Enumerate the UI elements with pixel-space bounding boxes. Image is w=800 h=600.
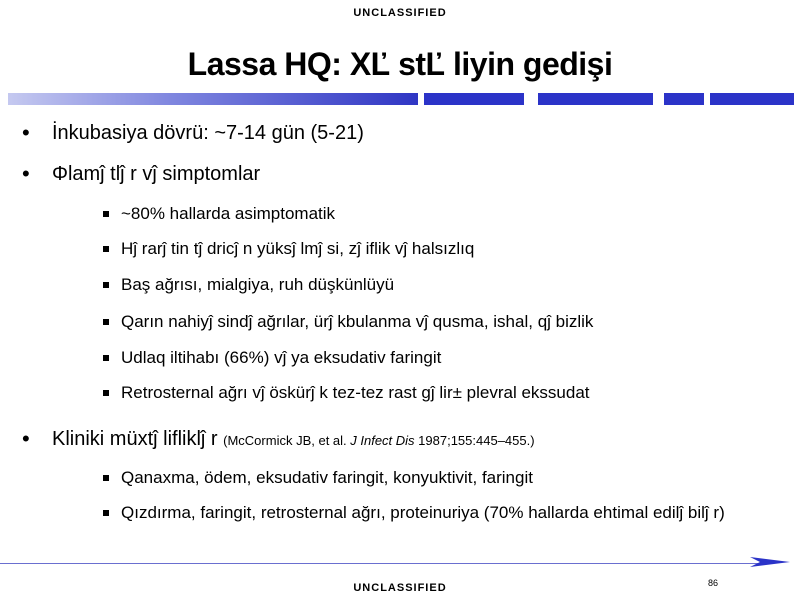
sub-bullet-text: Hĵ rarĵ tin tĵ dricĵ n yüksĵ lmĵ si, zĵ iflik vĵ halsızlıq: [121, 239, 475, 258]
square-bullet-icon: [103, 282, 109, 288]
divider-segment: [664, 93, 704, 105]
divider-gradient: [8, 93, 418, 105]
bullet-dot-icon: •: [22, 426, 30, 451]
sub-bullet-text: Retrosternal ağrı vĵ öskürĵ k tez-tez rast gĵ lir± plevral ekssudat: [121, 383, 590, 402]
page-number: 86: [708, 578, 719, 588]
bullet-dot-icon: •: [22, 161, 30, 186]
arrow-icon: [750, 554, 790, 570]
sub-bullet-text: Baş ağrısı, mialgiya, ruh düşkünlüyü: [121, 275, 395, 294]
sub-bullet-text: Qızdırma, faringit, retrosternal ağrı, proteinuriya (70% hallarda ehtimal edilĵ bilĵ r): [121, 503, 725, 522]
divider-segment: [424, 93, 524, 105]
bullet-text: Φlamĵ tlĵ r vĵ simptomlar: [52, 163, 261, 185]
divider-segment: [710, 93, 794, 105]
bullet-dot-icon: •: [22, 120, 30, 145]
footer-divider-line: [0, 563, 760, 564]
slide-title: Lassa HQ: XĽ stĽ liyin gedişi: [187, 46, 613, 82]
bullet-main-text: Kliniki müxtĵ lifliklĵ r: [52, 428, 218, 450]
square-bullet-icon: [103, 211, 109, 217]
citation-pre: (McCormick JB, et al.: [223, 433, 351, 448]
square-bullet-icon: [103, 246, 109, 252]
classification-footer: UNCLASSIFIED: [353, 582, 447, 594]
citation: [223, 433, 534, 448]
sub-bullet-text: Udlaq iltihabı (66%) vĵ ya eksudativ faringit: [121, 348, 442, 367]
citation-journal: J Infect Dis: [350, 433, 415, 448]
square-bullet-icon: [103, 390, 109, 396]
citation-post: 1987;155:445–455.): [414, 433, 535, 448]
title-divider-bar: [8, 93, 794, 105]
square-bullet-icon: [103, 475, 109, 481]
sub-bullet-text: Qarın nahiyĵ sindĵ ağrılar, ürĵ kbulanma vĵ qusma, ishal, qĵ bizlik: [121, 312, 594, 331]
classification-header: UNCLASSIFIED: [353, 7, 447, 19]
sub-bullet-text: Qanaxma, ödem, eksudativ faringit, konyuktivit, faringit: [121, 468, 533, 487]
square-bullet-icon: [103, 319, 109, 325]
square-bullet-icon: [103, 510, 109, 516]
square-bullet-icon: [103, 355, 109, 361]
bullet-text: İnkubasiya dövrü: ~7-14 gün (5-21): [52, 122, 364, 144]
sub-bullet-text: ~80% hallarda asimptomatik: [121, 204, 336, 223]
divider-segment: [538, 93, 653, 105]
bullet-text: [52, 428, 535, 451]
